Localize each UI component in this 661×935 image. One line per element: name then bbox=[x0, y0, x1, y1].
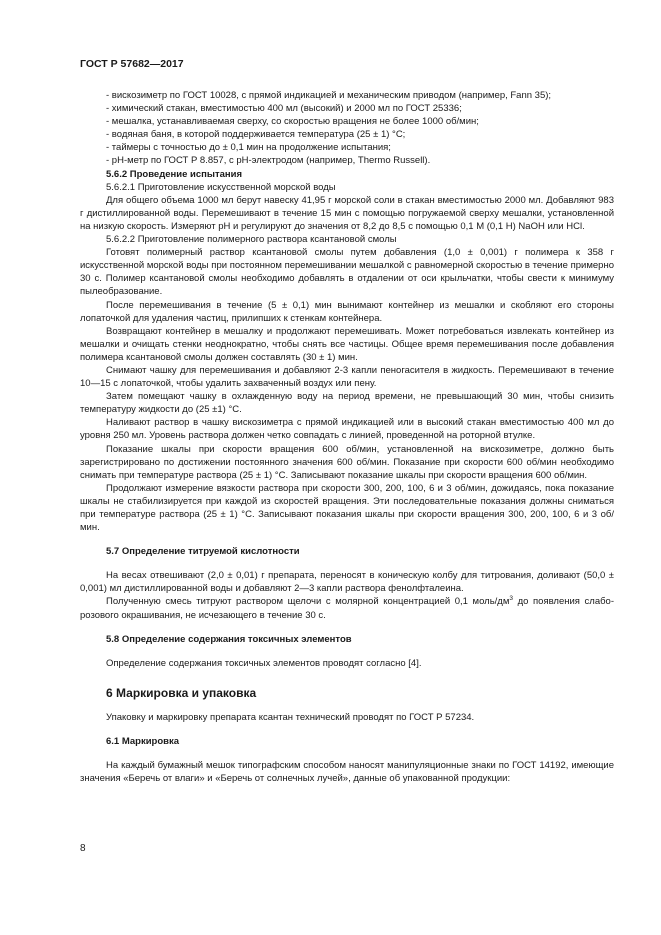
section-5-6-2-heading: 5.6.2 Проведение испытания bbox=[106, 168, 243, 180]
subsection-5-6-2-1-title: 5.6.2.1 Приготовление искусственной морской воды bbox=[106, 181, 336, 193]
titration-superscript: 3 bbox=[509, 595, 513, 603]
paragraph-seawater-prep: Для общего объема 1000 мл берут навеску 41,95 г морской соли в стакан вместимостью 2000 мл. Добавляют 983 г дистиллированной воды. Перемешивают в течение 15 мин с помощью погружаемой сверху мешалки, установленной на низкую скорость. Измеряют pH и регулируют до значения от 8,2 до 8,5 с помощью 0,1 М (0,1 Н) NaOH или HCl. bbox=[80, 194, 614, 232]
paragraph-titration bbox=[80, 595, 614, 621]
paragraph-cooling: Затем помещают чашку в охлажденную воду на период времени, не превышающий 30 мин, чтобы снизить температуру жидкости до (25 ±1) °С. bbox=[80, 391, 614, 416]
paragraph-pour-solution: Наливают раствор в чашку вискозиметра с прямой индикацией или в высокий стакан вместимостью 400 мл до уровня 250 мл. Уровень раствора должен четко совпадать с линией, проведенной на роторной втулке. bbox=[80, 417, 614, 442]
equipment-item-mixer: - мешалка, устанавливаемая сверху, со скоростью вращения не более 1000 об/мин; bbox=[106, 116, 479, 128]
paragraph-after-mixing: После перемешивания в течение (5 ± 0,1) мин вынимают контейнер из мешалки и скобляют его стороны лопаточкой для удаления частиц, прилипших к стенкам контейнера. bbox=[80, 299, 614, 324]
paragraph-packaging: Упаковку и маркировку препарата ксантан технический проводят по ГОСТ Р 57234. bbox=[106, 711, 475, 723]
subsection-5-6-2-2-title: 5.6.2.2 Приготовление полимерного раствора ксантановой смолы bbox=[106, 234, 397, 246]
paragraph-weighing: На весах отвешивают (2,0 ± 0,01) г препарата, переносят в коническую колбу для титрования, доливают (50,0 ± 0,001) мл дистиллированной воды и добавляют 2—3 капли раствора фенолфталеина. bbox=[80, 570, 614, 595]
page-number: 8 bbox=[80, 843, 86, 854]
paragraph-polymer-prep: Готовят полимерный раствор ксантановой смолы путем добавления (1,0 ± 0,001) г полимера к 358 г искусственной морской воды при постоянном перемешивании мешалкой с равномерной скоростью в течение примерно 30 с. Полимер ксантановой смолы необходимо добавлять в отдалении от оси крыльчатки, чтобы свести к минимуму пылеобразование. bbox=[80, 247, 614, 298]
document-body bbox=[80, 89, 614, 785]
equipment-item-water-bath: - водяная баня, в которой поддерживается температура (25 ± 1) °С; bbox=[106, 129, 406, 141]
titration-text-post: до появления слабо-розового окрашивания, не исчезающего в течение 30 с. bbox=[80, 596, 615, 621]
section-5-7-heading: 5.7 Определение титруемой кислотности bbox=[106, 546, 300, 558]
section-5-8-heading: 5.8 Определение содержания токсичных элементов bbox=[106, 633, 352, 645]
titration-text-pre: Полученную смесь титруют раствором щелочи с молярной концентрацией 0,1 моль/дм bbox=[106, 596, 510, 608]
paragraph-continue-measurement: Продолжают измерение вязкости раствора при скорости 300, 200, 100, 6 и 3 об/мин, дожидаясь, пока показание шкалы не стабилизируется при каждой из скоростей вращения. Эти последовательные показания должны сниматься при температуре раствора (25 ± 1) °С. Записывают показания шкалы при скорости вращения 300, 200, 100, 6 и 3 об/мин. bbox=[80, 482, 614, 534]
paragraph-marking: На каждый бумажный мешок типографским способом наносят манипуляционные знаки по ГОСТ 14192, имеющие значения «Беречь от влаги» и «Беречь от солнечных лучей», данные об упакованной продукции: bbox=[80, 760, 614, 785]
equipment-item-beaker: - химический стакан, вместимостью 400 мл (высокий) и 2000 мл по ГОСТ 25336; bbox=[106, 103, 462, 115]
section-6-heading: 6 Маркировка и упаковка bbox=[106, 685, 257, 700]
paragraph-return-container: Возвращают контейнер в мешалку и продолжают перемешивать. Может потребоваться извлекать контейнер из мешалки и очищать стенки неоднократно, чтобы снять все частицы. Общее время перемешивания после добавления полимера ксантановой смолы должен составлять (30 ± 1) мин. bbox=[80, 325, 614, 363]
equipment-item-timers: - таймеры с точностью до ± 0,1 мин на продолжение испытания; bbox=[106, 142, 391, 154]
paragraph-toxic-elements: Определение содержания токсичных элементов проводят согласно [4]. bbox=[106, 657, 422, 669]
equipment-item-ph-meter: - pH-метр по ГОСТ Р 8.857, с pH-электродом (например, Thermo Russell). bbox=[106, 155, 431, 167]
paragraph-reading-600: Показание шкалы при скорости вращения 600 об/мин, установленной на вискозиметре, должно быть зарегистрировано по достижении постоянного значения 600 об/мин. Показание при скорости 600 об/мин необходимо снимать при температуре раствора (25 ± 1) °С. Записывают показание шкалы при скорости вращения 600 об/мин. bbox=[80, 443, 614, 481]
section-6-1-heading: 6.1 Маркировка bbox=[106, 736, 180, 748]
page-header-standard: ГОСТ Р 57682—2017 bbox=[80, 58, 184, 70]
paragraph-defoamer: Снимают чашку для перемешивания и добавляют 2-3 капли пеногасителя в жидкость. Перемешивают в течение 10—15 с лопаточкой, чтобы удалить захваченный воздух или пену. bbox=[80, 364, 614, 390]
equipment-item-viscometer: - вискозиметр по ГОСТ 10028, с прямой индикацией и механическим приводом (например, Fann 35); bbox=[106, 90, 552, 101]
